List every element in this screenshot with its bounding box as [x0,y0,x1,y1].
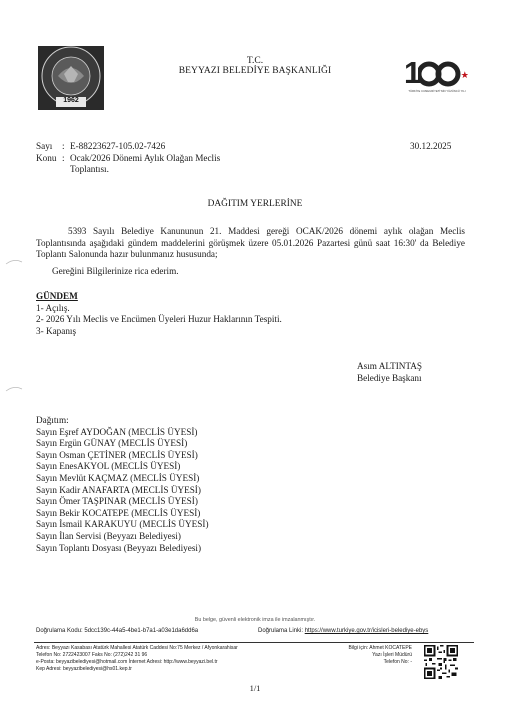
recipient-item: Sayın Kadir ANAFARTA (MECLİS ÜYESİ) [36,484,201,495]
signer-title: Belediye Başkanı [357,372,422,383]
recipient-item: Sayın İsmail KARAKUYU (MECLİS ÜYESİ) [36,519,209,530]
agenda-item: 3- Kapanış [36,325,77,336]
verification-code-value: 5dcc139c-44a5-4be1-b7a1-a03e1da6dd6a [84,628,199,634]
verification-code [36,628,198,634]
centennial-emblem-logo [398,55,470,97]
recipient-item: Sayın Toplantı Dosyası (Beyyazı Belediyesi) [36,542,202,553]
agenda-section [36,291,282,337]
verification-link-row [258,628,428,634]
recipient-item: Sayın Ömer TAŞPINAR (MECLİS ÜYESİ) [36,496,198,507]
emblem-zeros-icon [418,60,468,88]
recipient-item: Sayın Mevlüt KAÇMAZ (MECLİS ÜYESİ) [36,472,200,483]
footer-address [36,645,306,673]
verification-link[interactable]: https://www.turkiye.gov.tr/icisleri-belediye-ebys [304,628,429,634]
header-organization: BEYYAZI BELEDİYE BAŞKANLIĞI [178,66,332,76]
address-line: Adres: Beyyazı Kasabası Atatürk Mahallesi Atatürk Caddesi No:75 Merkez / Afyonkarahisar [36,645,238,651]
footer-contact [316,645,412,666]
signature-block [357,361,422,384]
esignature-note: Bu belge, güvenli elektronik imza ile imzalanmıştır. [194,617,316,623]
emblem-caption: TÜRKİYE CUMHURİYETİ'NİN YÜZÜNCÜ YILI [408,90,466,93]
emblem-one: 1 [404,55,419,90]
contact-phone: Telefon No: - [383,658,412,665]
distribution-heading: DAĞITIM YERLERİNE [207,199,303,209]
municipality-seal-logo [38,46,104,110]
seal-year: 1962 [63,97,79,104]
recipient-item: Sayın Eşref AYDOĞAN (MECLİS ÜYESİ) [36,426,198,437]
distribution-list [36,415,209,554]
verification-link-label: Doğrulama Linki: [258,628,304,634]
document-date: 30.12.2025 [410,141,452,151]
page-number: 1/1 [249,683,261,693]
recipient-item: Sayın EnesAKYOL (MECLİS ÜYESİ) [36,461,181,472]
distribution-label: Dağıtım: [36,415,69,425]
konu-label: Konu [36,152,57,163]
email-line: e-Posta: beyyazibelediyesi@hotmail.com İnternet Adresi: http://www.beyyazi.bel.tr [36,658,218,665]
agenda-item: 1- Açılış. [36,302,70,313]
sayi-value: E-88223627-105.02-7426 [70,141,166,151]
agenda-title: GÜNDEM [36,291,78,301]
closing-sentence: Gereğini Bilgilerinize rica ederim. [52,266,179,276]
qr-code-icon [424,645,458,679]
body-paragraph [36,226,465,261]
kep-line: Kep Adresi: beyyazibelediyesi@hs01.kep.tr [36,665,132,672]
header-country: T.C. [246,56,264,66]
contact-person: Bilgi için: Ahmet KOCATEPE [348,645,412,651]
scan-mark-icon [5,385,23,393]
agenda-item: 2- 2026 Yılı Meclis ve Encümen Üyeleri Huzur Haklarının Tespiti. [36,314,282,325]
verification-code-label: Doğrulama Kodu: [36,628,83,634]
recipient-item: Sayın Osman ÇETİNER (MECLİS ÜYESİ) [36,449,198,460]
recipient-item: Sayın Bekir KOCATEPE (MECLİS ÜYESİ) [36,507,201,518]
signer-name: Asım ALTINTAŞ [357,361,423,371]
recipient-item: Sayın İlan Servisi (Beyyazı Belediyesi) [36,530,181,541]
body-paragraph-text: 5393 Sayılı Belediye Kanununun 21. Maddesi gereği OCAK/2026 dönemi aylık olağan Meclis Toplantısında aşağıdaki gündem maddelerini görüşmek üzere 05.01.2026 Pazartesi günü saat 16:30' da Belediye Toplantı Salonunda hazır bulunmanız hususunda; [36,226,465,260]
konu-value-line1: Ocak/2026 Dönemi Aylık Olağan Meclis [70,152,221,163]
sayi-label: Sayı [36,141,53,151]
document-meta: Sayı : E-88223627-105.02-7426 Konu : Ocak/2026 Dönemi Aylık Olağan Meclis Toplantısı. [36,141,336,176]
contact-title: Yazı İşleri Müdürü [372,651,412,658]
phone-line: Telefon No: 2722423007 Faks No: (272)242 31 96 [36,651,148,658]
footer-divider [34,642,474,643]
recipient-item: Sayın Ergün GÜNAY (MECLİS ÜYESİ) [36,438,188,449]
konu-value-line2: Toplantısı. [70,164,109,175]
scan-mark-icon [5,258,23,266]
